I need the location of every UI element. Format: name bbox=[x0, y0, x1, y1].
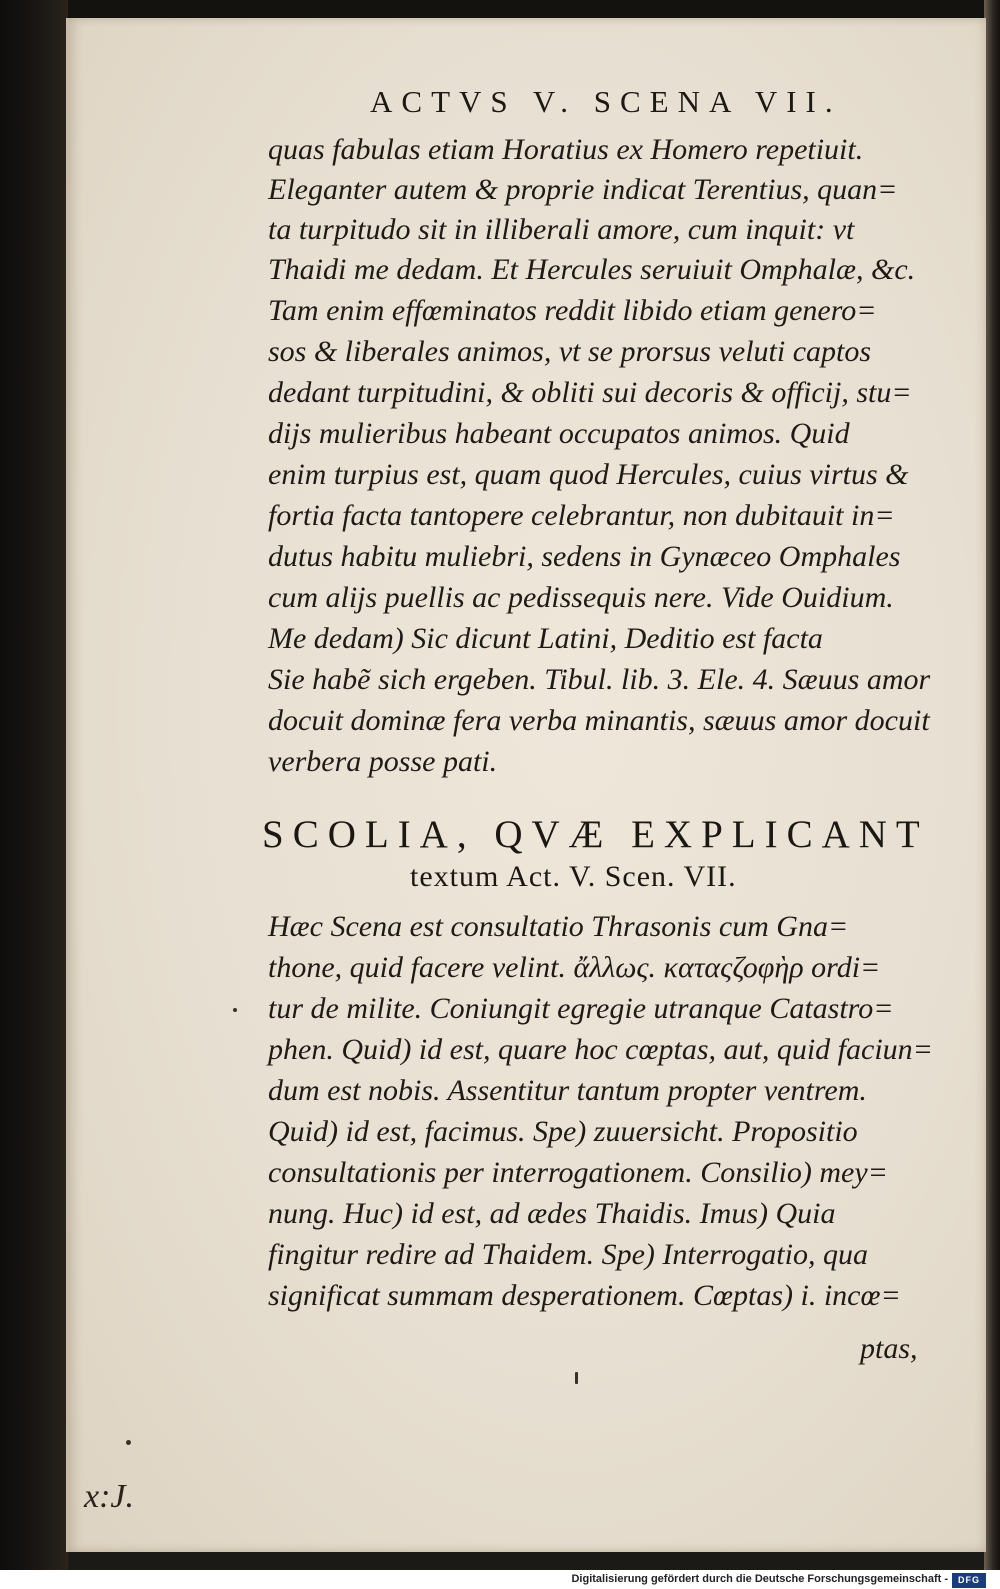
scholia-line: tur de milite. Coniungit egregie utranque Catastro= bbox=[268, 992, 894, 1025]
scholia-line: phen. Quid) id est, quare hoc cœptas, aut, quid faciun= bbox=[268, 1033, 933, 1066]
body-line: verbera posse pati. bbox=[268, 745, 498, 778]
body-line: ta turpitudo sit in illiberali amore, cum inquit: vt bbox=[268, 213, 855, 246]
handwritten-mark: x:J. bbox=[84, 1478, 135, 1515]
body-line: quas fabulas etiam Horatius ex Homero repetiuit. bbox=[268, 133, 864, 166]
body-line: Sie habẽ sich ergeben. Tibul. lib. 3. Ele. 4. Sæuus amor bbox=[268, 663, 931, 696]
body-line: docuit dominæ fera verba minantis, sæuus amor docuit bbox=[268, 704, 930, 737]
scholia-line: thone, quid facere velint. ἄλλως. καταςζοφὴρ ordi= bbox=[268, 951, 881, 984]
body-line: Tam enim effœminatos reddit libido etiam genero= bbox=[268, 294, 877, 327]
scholia-line: significat summam desperationem. Cœptas) i. incœ= bbox=[268, 1279, 901, 1312]
scan-border-left bbox=[0, 0, 68, 1570]
body-line: Eleganter autem & proprie indicat Terentius, quan= bbox=[268, 173, 898, 206]
body-line: fortia facta tantopere celebrantur, non dubitauit in= bbox=[268, 499, 895, 532]
footer-bar bbox=[0, 1570, 1000, 1589]
scholia-line: Quid) id est, facimus. Spe) zuuersicht. Propositio bbox=[268, 1115, 858, 1148]
scholia-line: dum est nobis. Assentitur tantum propter ventrem. bbox=[268, 1074, 867, 1107]
scholia-heading: SCOLIA, QVÆ EXPLICANT bbox=[262, 813, 929, 856]
scholia-subheading: textum Act. V. Scen. VII. bbox=[410, 860, 737, 893]
running-head: ACTVS V. SCENA VII. bbox=[370, 84, 842, 119]
book-page bbox=[66, 18, 986, 1552]
scholia-line: fingitur redire ad Thaidem. Spe) Interrogatio, qua bbox=[268, 1238, 868, 1271]
digitization-credit: Digitalisierung gefördert durch die Deutsche Forschungsgemeinschaft - bbox=[571, 1573, 948, 1585]
ink-speck bbox=[126, 1440, 131, 1445]
scholia-line: consultationis per interrogationem. Consilio) mey= bbox=[268, 1156, 888, 1189]
body-line: dijs mulieribus habeant occupatos animos. Quid bbox=[268, 417, 850, 450]
scan-border-top bbox=[0, 0, 1000, 20]
scan-border-right bbox=[984, 0, 1000, 1570]
dfg-logo-icon: DFG bbox=[952, 1573, 986, 1588]
ink-speck bbox=[575, 1372, 578, 1384]
body-line: Thaidi me dedam. Et Hercules seruiuit Omphalæ, &c. bbox=[268, 253, 916, 286]
scholia-line: nung. Huc) id est, ad ædes Thaidis. Imus) Quia bbox=[268, 1197, 836, 1230]
scholia-line: Hæc Scena est consultatio Thrasonis cum Gna= bbox=[268, 910, 849, 943]
body-line: enim turpius est, quam quod Hercules, cuius virtus & bbox=[268, 458, 909, 491]
body-line: dedant turpitudini, & obliti sui decoris & officij, stu= bbox=[268, 376, 912, 409]
body-line: cum alijs puellis ac pedissequis nere. Vide Ouidium. bbox=[268, 581, 894, 614]
body-line: Me dedam) Sic dicunt Latini, Deditio est facta bbox=[268, 622, 823, 655]
body-line: dutus habitu muliebri, sedens in Gynæceo Omphales bbox=[268, 540, 901, 573]
body-line: sos & liberales animos, vt se prorsus veluti captos bbox=[268, 335, 872, 368]
ink-speck bbox=[233, 1008, 237, 1012]
catchword: ptas, bbox=[860, 1332, 918, 1365]
